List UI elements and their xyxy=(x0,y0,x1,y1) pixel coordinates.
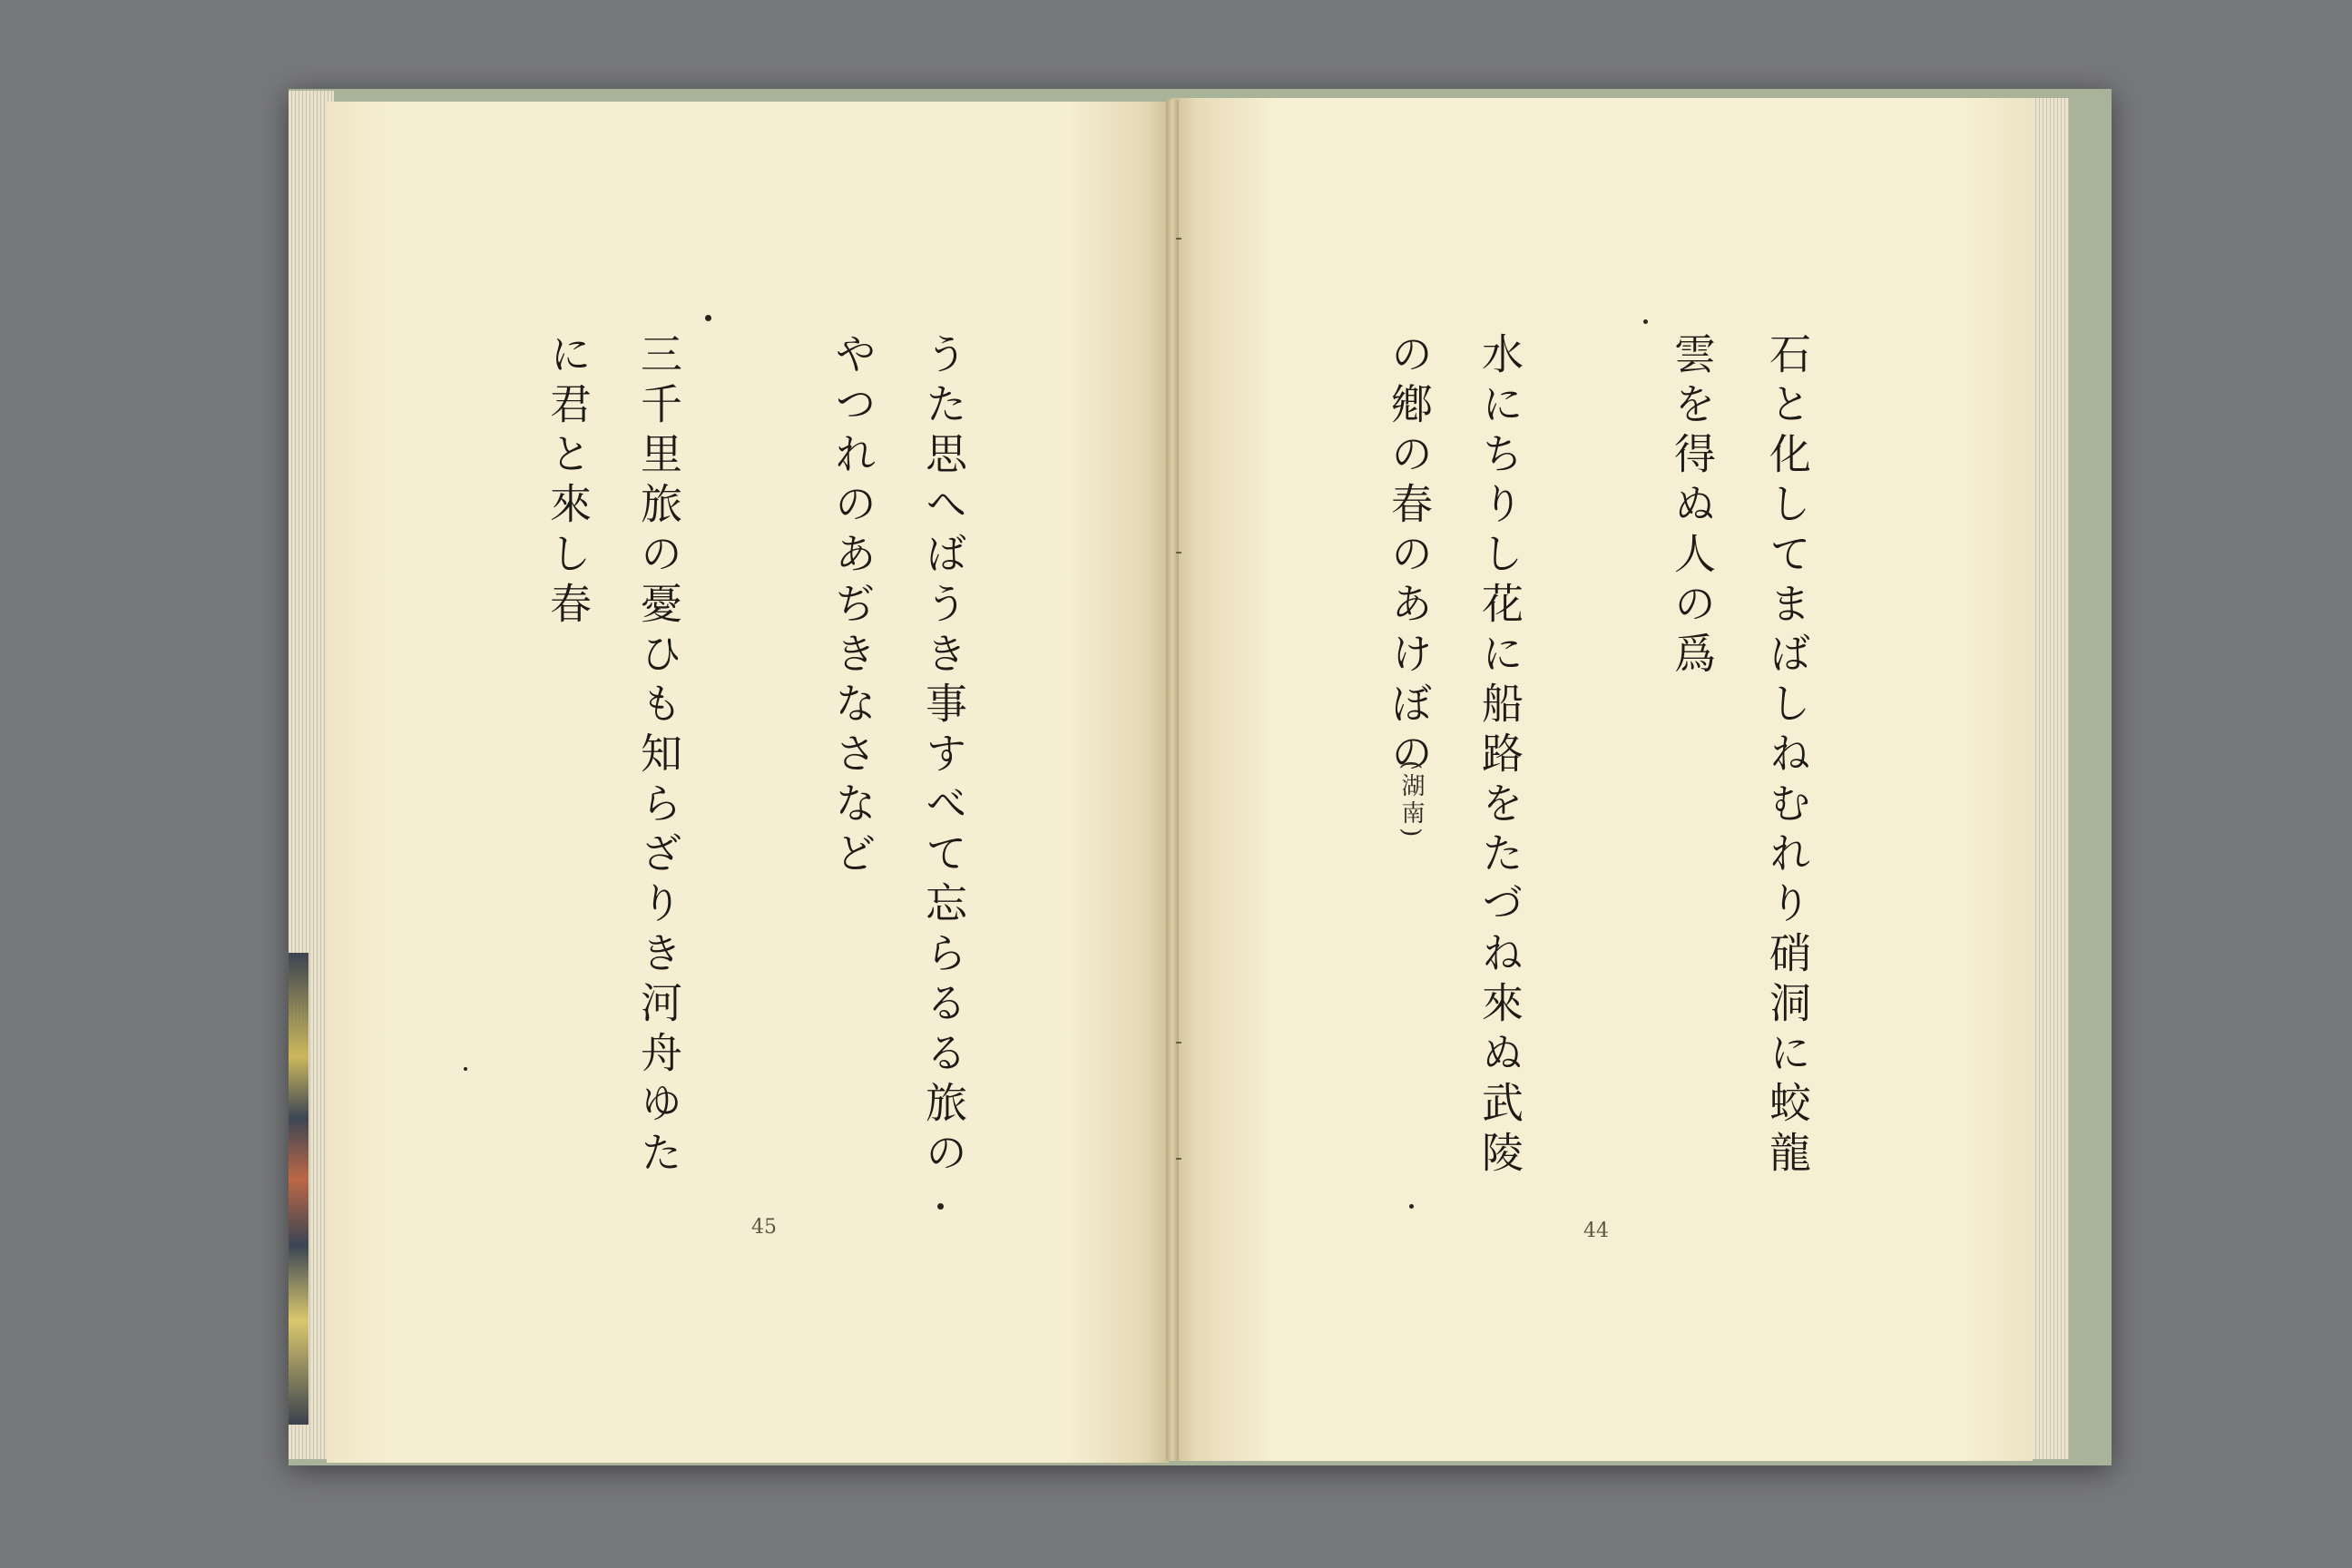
binding-stitch xyxy=(1176,1042,1181,1044)
verse-line-6: やつれのあぢきなさなど xyxy=(828,332,877,881)
paper-speck xyxy=(937,1203,944,1210)
paper-speck xyxy=(464,1067,467,1071)
verse-line-5: うた思へばうき事すべて忘らるる旅の xyxy=(919,332,968,1181)
page-number-right: 44 xyxy=(1583,1220,1609,1242)
right-page xyxy=(1171,98,2033,1461)
cover-pattern-edge xyxy=(289,953,309,1425)
verse-line-3: 水にちりし花に船路をたづね來ぬ武陵 xyxy=(1475,332,1524,1181)
binding-stitch xyxy=(1176,1158,1181,1160)
paper-speck xyxy=(1409,1204,1414,1209)
book-gutter xyxy=(1166,100,1179,1461)
left-page xyxy=(327,102,1169,1463)
paper-speck xyxy=(1643,319,1648,324)
verse-line-2: 雲を得ぬ人の爲 xyxy=(1668,332,1717,681)
page-number-left: 45 xyxy=(751,1216,777,1239)
verse-attribution: (湖南) xyxy=(1397,760,1425,841)
verse-line-4: の鄕の春のあけぼの xyxy=(1385,332,1434,781)
verse-line-7: 三千里旅の憂ひも知らざりき河舟ゆた xyxy=(634,332,683,1181)
verse-line-8: に君と來し春 xyxy=(544,332,593,632)
binding-stitch xyxy=(1176,552,1181,554)
paper-speck xyxy=(705,315,711,321)
binding-stitch xyxy=(1176,238,1181,240)
verse-line-1: 石と化してまばしねむれり硝洞に蛟龍 xyxy=(1763,332,1812,1181)
